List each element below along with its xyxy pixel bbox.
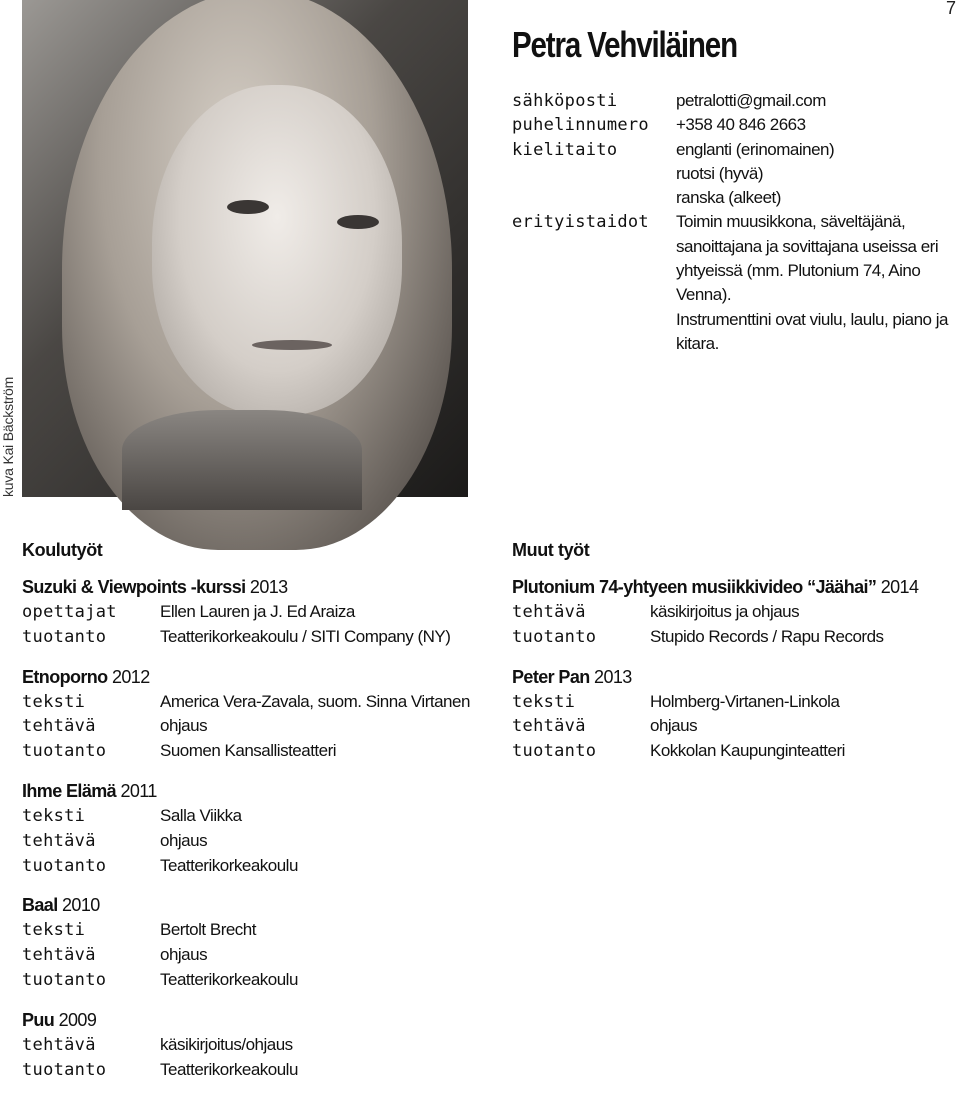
work-entry: [22, 664, 470, 764]
work-row: [22, 854, 462, 879]
portrait-photo: [22, 0, 468, 497]
contact-value: petralotti@gmail.com: [676, 91, 826, 110]
work-row: [22, 739, 462, 764]
work-row-value: Suomen Kansallisteatteri: [160, 741, 337, 761]
contact-label: [512, 162, 676, 186]
work-year: 2012: [107, 666, 150, 687]
work-name: Puu: [22, 1009, 55, 1030]
work-row-value: Salla Viikka: [160, 805, 242, 825]
work-row-value: ohjaus: [160, 716, 208, 736]
contact-label: [512, 186, 676, 210]
work-name: Peter Pan: [512, 666, 590, 687]
work-row: [512, 690, 952, 715]
contact-row: [512, 332, 952, 356]
contact-value: sanoittajana ja sovittajana useissa eri: [676, 236, 939, 256]
contact-row: [512, 162, 952, 186]
work-row-label: teksti: [22, 805, 86, 826]
work-row: [512, 625, 952, 650]
work-row: [22, 714, 462, 739]
contact-label: puhelinnumero: [512, 115, 649, 136]
work-year: 2013: [245, 577, 288, 597]
contact-info: [512, 89, 952, 356]
work-row-value: America Vera-Zavala, suom. Sinna Virtanen: [160, 691, 470, 711]
work-row-label: tehtävä: [22, 945, 96, 966]
work-row: [22, 1058, 462, 1083]
work-row-value: käsikirjoitus/ohjaus: [160, 1034, 293, 1054]
work-row-label: tehtävä: [512, 716, 586, 737]
koulutyot-list: [22, 574, 470, 1096]
work-row-value: Teatterikorkeakoulu / SITI Company (NY): [160, 626, 451, 646]
work-row: [22, 943, 462, 968]
work-year: 2011: [116, 780, 157, 801]
work-entry: [22, 778, 462, 878]
work-row-value: Holmberg-Virtanen-Linkola: [650, 691, 840, 711]
work-row-value: ohjaus: [160, 830, 208, 850]
contact-label: [512, 308, 676, 332]
work-year: 2013: [589, 666, 632, 687]
contact-row: [512, 308, 952, 332]
contact-row: [512, 138, 952, 162]
work-row-value: Teatterikorkeakoulu: [160, 1059, 298, 1079]
work-row-value: ohjaus: [650, 716, 698, 736]
contact-label: [512, 235, 676, 259]
work-row-label: tuotanto: [512, 741, 597, 762]
work-row-label: teksti: [22, 691, 86, 712]
work-year: 2009: [54, 1009, 97, 1030]
contact-row: [512, 113, 952, 137]
contact-value: Instrumenttini ovat viulu, laulu, piano ja: [676, 309, 948, 329]
contact-value: ranska (alkeet): [676, 188, 781, 208]
contact-label: [512, 259, 676, 308]
work-row: [22, 804, 462, 829]
work-row-value: käsikirjoitus ja ohjaus: [650, 602, 800, 621]
work-entry: [22, 1007, 462, 1083]
work-row: [22, 1033, 462, 1058]
work-row-label: tuotanto: [22, 855, 107, 876]
work-entry: [512, 664, 952, 764]
work-name: Suzuki & Viewpoints -kurssi: [22, 577, 246, 597]
work-year: 2010: [57, 895, 100, 916]
work-row: [22, 625, 462, 650]
work-row-value: Teatterikorkeakoulu: [160, 969, 298, 989]
work-entry: [22, 892, 462, 992]
work-row: [512, 739, 952, 764]
work-row-label: teksti: [22, 920, 86, 941]
work-year: 2014: [876, 577, 919, 597]
work-name: Plutonium 74-yhtyeen musiikkivideo “Jäähai”: [512, 577, 877, 597]
section-title-muut-tyot: Muut työt: [512, 540, 590, 560]
work-title: [512, 664, 952, 690]
contact-row: [512, 259, 952, 308]
work-title: [22, 574, 462, 600]
work-row-value: ohjaus: [160, 945, 208, 965]
contact-value: ruotsi (hyvä): [676, 163, 764, 183]
work-row: [22, 968, 462, 993]
work-row-label: tehtävä: [512, 602, 586, 622]
person-name: Petra Vehviläinen: [512, 24, 737, 65]
work-title: [22, 778, 462, 804]
contact-row: [512, 235, 952, 259]
contact-label: [512, 332, 676, 356]
work-row-label: tehtävä: [22, 1034, 96, 1055]
contact-row: [512, 89, 952, 113]
contact-value: kitara.: [676, 333, 719, 353]
work-row-label: tuotanto: [22, 741, 107, 762]
work-row-label: tuotanto: [22, 626, 107, 647]
work-name: Etnoporno: [22, 666, 108, 687]
contact-value: +358 40 846 2663: [676, 115, 806, 135]
work-name: Ihme Elämä: [22, 780, 117, 801]
work-title: [22, 664, 462, 690]
work-row: [512, 714, 952, 739]
work-row-value: Stupido Records / Rapu Records: [650, 626, 884, 646]
work-row-label: opettajat: [22, 602, 117, 622]
work-row-value: Teatterikorkeakoulu: [160, 855, 298, 875]
work-row-label: tuotanto: [22, 1059, 107, 1080]
work-name: Baal: [22, 895, 58, 916]
contact-row: [512, 186, 952, 210]
work-row: [22, 918, 462, 943]
photo-credit: kuva Kai Bäckström: [0, 376, 16, 497]
work-row-label: tuotanto: [512, 626, 597, 647]
work-row-value: Ellen Lauren ja J. Ed Araiza: [160, 602, 355, 621]
work-row-label: teksti: [512, 691, 576, 712]
work-title: [22, 892, 462, 918]
work-row-value: Bertolt Brecht: [160, 920, 256, 940]
section-title-koulutyot: Koulutyöt: [22, 540, 103, 560]
contact-label: sähköposti: [512, 91, 618, 111]
work-entry: [22, 574, 462, 650]
work-row: [22, 690, 470, 715]
work-row: [22, 829, 462, 854]
contact-label: kielitaito: [512, 139, 618, 160]
work-row: [22, 600, 462, 625]
muut-tyot-list: [512, 574, 952, 778]
contact-value: englanti (erinomainen): [676, 139, 835, 159]
work-title: [22, 1007, 462, 1033]
page-number: 7: [945, 0, 956, 18]
work-row-label: tuotanto: [22, 969, 107, 990]
contact-value: Toimin muusikkona, säveltäjänä,: [676, 212, 906, 232]
work-row: [512, 600, 952, 625]
work-title: [512, 574, 952, 600]
work-row-value: Kokkolan Kaupunginteatteri: [650, 741, 845, 761]
work-row-label: tehtävä: [22, 716, 96, 737]
work-row-label: tehtävä: [22, 830, 96, 851]
contact-label: erityistaidot: [512, 212, 649, 233]
contact-value: yhtyeissä (mm. Plutonium 74, Aino Venna).: [676, 261, 921, 305]
contact-row: [512, 210, 952, 234]
work-entry: [512, 574, 952, 650]
